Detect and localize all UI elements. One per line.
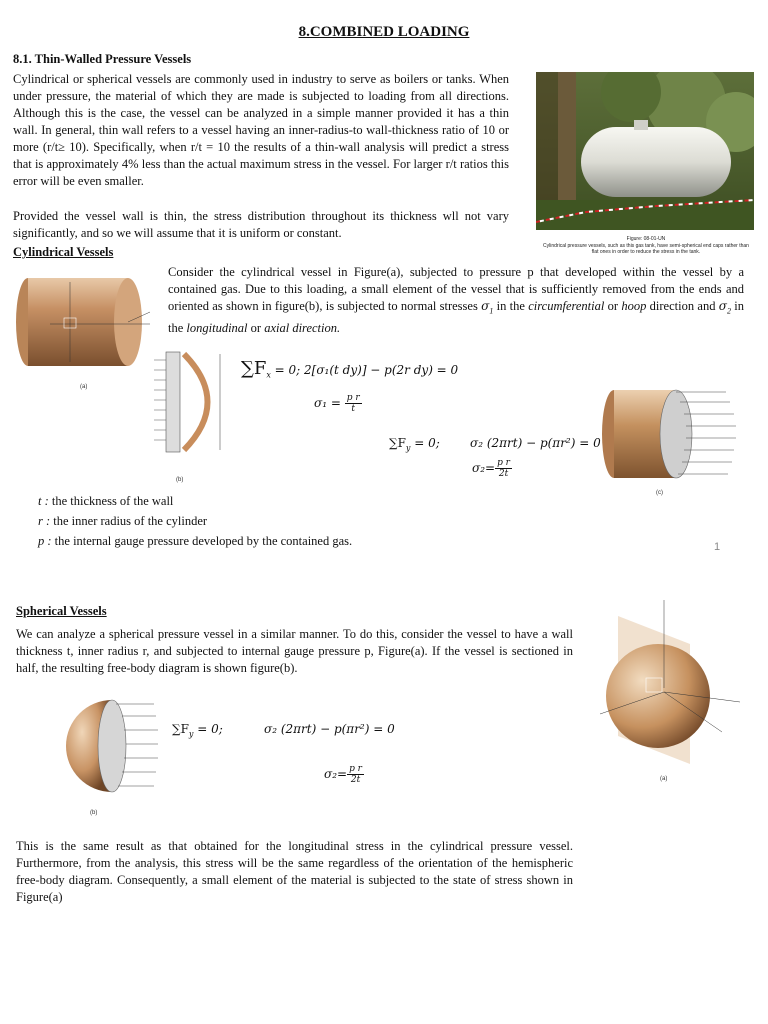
section-heading: 8.1. Thin-Walled Pressure Vessels — [13, 52, 192, 66]
equation-sum-fx: $\sum F_x = 0$; 2[σ₁(t dy)] − p(2r dy) = 0 — [241, 358, 459, 380]
equation-sigma2: σ₂= $\frac{\text{p r}}{2t}$ — [472, 458, 510, 479]
photo-caption-title: Figure: 08-01-UN — [626, 236, 666, 242]
definition-r: r : the inner radius of the cylinder — [38, 514, 208, 528]
spherical-paragraph: We can analyze a spherical pressure vessel in a similar manner. To do this, consider the vessel to have a wall thickness t, inner radius r, and subjected to internal gauge pressure p, Figure(a). If the vessel is sectioned in half, the resulting free-body diagram is shown figure(b). — [16, 627, 573, 675]
spherical-heading: Spherical Vessels — [16, 604, 107, 618]
definition-t: t : the thickness of the wall — [38, 494, 174, 508]
photo-caption: Cylindrical pressure vessels, such as this gas tank, have semi-spherical end caps rather than flat ones in order to reduce the stress in the tank. — [543, 243, 749, 255]
page-title: 8.COMBINED LOADING — [298, 24, 470, 40]
fig-b-label: (b) — [176, 477, 184, 483]
sphere-equation-sum-fy: $\sum F_y = 0$; — [172, 722, 223, 739]
thin-wall-paragraph: Provided the vessel wall is thin, the stress distribution throughout its thickness wll not vary significantly, and so we will assume that it is uniform or constant. — [13, 209, 509, 240]
definition-p: p : the internal gauge pressure developed by the contained gas. — [38, 534, 353, 548]
definition-list — [38, 491, 352, 551]
sphere-figure-b — [64, 688, 160, 804]
sphere-equation-balance: σ₂ (2πrt) − p(πr²) = 0 — [264, 722, 395, 736]
cylindrical-paragraph: Consider the cylindrical vessel in Figure(a), subjected to pressure p that developed within the vessel by a contained gas. Due to this loading, a small element of the vessel that is sufficiently removed from the ends and oriented as shown in figure(b), is subjected to normal stresses $\sigma_1$ in the circumferential or hoop direction and $\sigma_2$ in the longitudinal or axial direction. — [168, 265, 744, 335]
cylindrical-heading: Cylindrical Vessels — [13, 245, 114, 259]
equation-sigma1: σ₁ = $\frac{\text{p r}}{t}$ — [314, 393, 360, 414]
equation-sum-fy: $\sum F_y = 0$; — [389, 436, 440, 453]
fig-c-label: (c) — [656, 490, 663, 496]
cylinder-figure-b — [146, 332, 236, 472]
equation-longitudinal: σ₂ (2πrt) − p(πr²) = 0 — [470, 436, 601, 450]
cylinder-figure-a — [10, 262, 160, 382]
gas-tank-photo — [536, 72, 754, 230]
sphere-equation-sigma2: σ₂= $\frac{\text{p r}}{2t}$ — [324, 764, 362, 785]
sphere-figure-a — [590, 596, 750, 772]
sphere-fig-b-label: (b) — [90, 810, 98, 816]
cylinder-figure-c — [596, 378, 752, 486]
intro-paragraph: Cylindrical or spherical vessels are commonly used in industry to serve as boilers or tanks. When under pressure, the material of which they are made is subjected to loading from all directions. Although this is the case, the vessel can be analyzed in a simple manner provided it has a thin wall. In general, thin wall refers to a vessel having an inner-radius-to wall-thickness ratio of 10 or more (r/t≥ 10). Specifically, when r/t = 10 the results of a thin-wall analysis will predict a stress that is approximately 4% less than the actual maximum stress in the vessel. For larger r/t ratios this error will be even smaller. — [13, 72, 509, 188]
sphere-fig-a-label: (a) — [660, 776, 668, 782]
fig-a-label: (a) — [80, 384, 88, 390]
closing-paragraph: This is the same result as that obtained for the longitudinal stress in the cylindrical pressure vessel. Furthermore, from the analysis, this stress will be the same regardless of the orientation of the hemispheric free-body diagram. Consequently, a small element of the material is subjected to the state of stress shown in Figure(a) — [16, 839, 573, 904]
page-number: 1 — [714, 541, 721, 553]
